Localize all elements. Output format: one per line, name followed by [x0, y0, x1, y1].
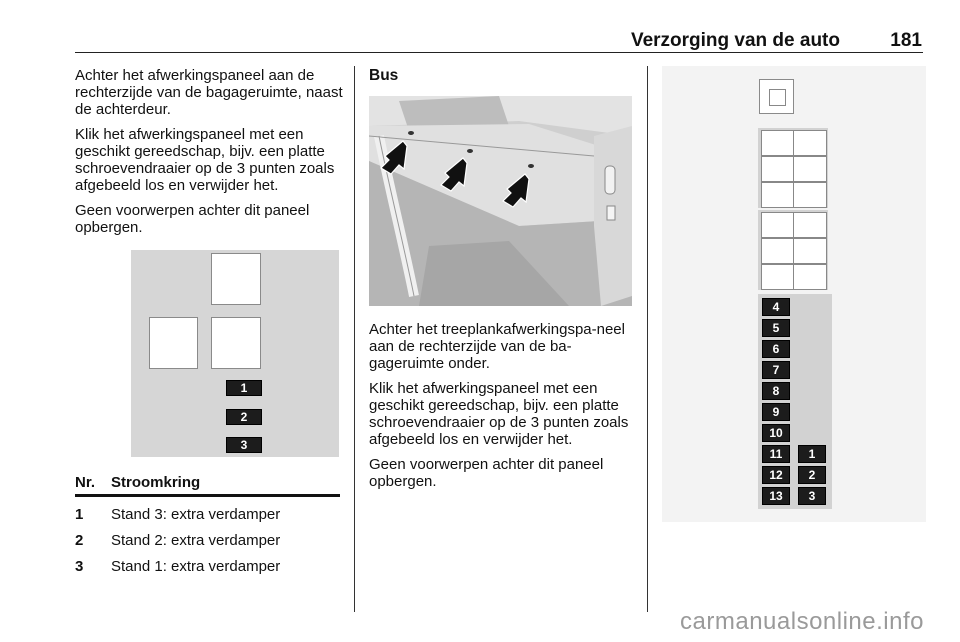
table-row: [75, 523, 340, 549]
relay-slot: [149, 317, 198, 369]
row-nr: 1: [75, 506, 84, 523]
paragraph-warning: Geen voorwerpen achter dit paneel opbergen.: [75, 202, 310, 236]
fuse-block-diagram: [662, 66, 926, 522]
fuse-11: 11: [762, 445, 790, 463]
fuse-5: 5: [762, 319, 790, 337]
table-row: [75, 497, 340, 523]
row-circuit: Stand 3: extra verdamper: [111, 506, 281, 523]
table-row: [75, 549, 340, 575]
section-title: Bus: [369, 67, 399, 84]
header-rule: [75, 52, 923, 53]
watermark: carmanualsonline.info: [680, 608, 924, 635]
fuse-12: 12: [762, 466, 790, 484]
fuse-4: 4: [762, 298, 790, 316]
fuse-8: 8: [762, 382, 790, 400]
column-header-circuit: Stroomkring: [111, 474, 201, 491]
fuse-7: 7: [762, 361, 790, 379]
chapter-title: Verzorging van de auto: [630, 30, 840, 51]
row-nr: 3: [75, 558, 84, 575]
column-divider-right: [647, 66, 648, 612]
fuse-strip: [758, 294, 832, 509]
relay-slot: [211, 317, 261, 369]
row-circuit: Stand 1: extra verdamper: [111, 558, 281, 575]
fuse-1: 1: [798, 445, 826, 463]
paragraph-removal: Klik het afwerkingspaneel met een geschikt gereedschap, bijv. een platte schroevendraaier op de 3 punten zoals afgebeeld los en verwijder het.: [75, 126, 335, 194]
fuse-9: 9: [762, 403, 790, 421]
fuse-2: 2: [798, 466, 826, 484]
fuse-2: 2: [226, 409, 262, 425]
interior-illustration: [369, 96, 632, 306]
fuse-6: 6: [762, 340, 790, 358]
paragraph-removal: Klik het afwerkingspaneel met een geschikt gereedschap, bijv. een platte schroevendraaier op de 3 punten zoals afgebeeld los en verwijder het.: [369, 380, 629, 448]
column-header-nr: Nr.: [75, 474, 96, 491]
row-nr: 2: [75, 532, 84, 549]
fuse-13: 13: [762, 487, 790, 505]
circuit-table: [75, 474, 340, 575]
column-divider-left: [354, 66, 355, 612]
fuse-3: 3: [798, 487, 826, 505]
paragraph-warning: Geen voorwerpen achter dit paneel opbergen.: [369, 456, 604, 490]
vehicle-interior-photo: [369, 96, 632, 306]
paragraph-location: Achter het treeplankafwerkingspa-neel aan de rechterzijde van de ba-gageruimte onder.: [369, 321, 625, 372]
relay-slot: [759, 79, 794, 114]
left-column-text: [75, 67, 345, 244]
fuse-1: 1: [226, 380, 262, 396]
table-header: [75, 474, 340, 497]
relay-slot: [211, 253, 261, 305]
page-number: 181: [890, 30, 922, 51]
fuse-10: 10: [762, 424, 790, 442]
fuse-3: 3: [226, 437, 262, 453]
paragraph-location: Achter het afwerkingspaneel aan de rechterzijde van de bagageruimte, naast de achterdeur.: [75, 67, 343, 118]
row-circuit: Stand 2: extra verdamper: [111, 532, 281, 549]
relay-group-upper: [758, 128, 828, 208]
middle-column-text: [369, 321, 637, 498]
relay-group-lower: [758, 210, 828, 290]
fuse-panel-illustration: [131, 250, 339, 457]
